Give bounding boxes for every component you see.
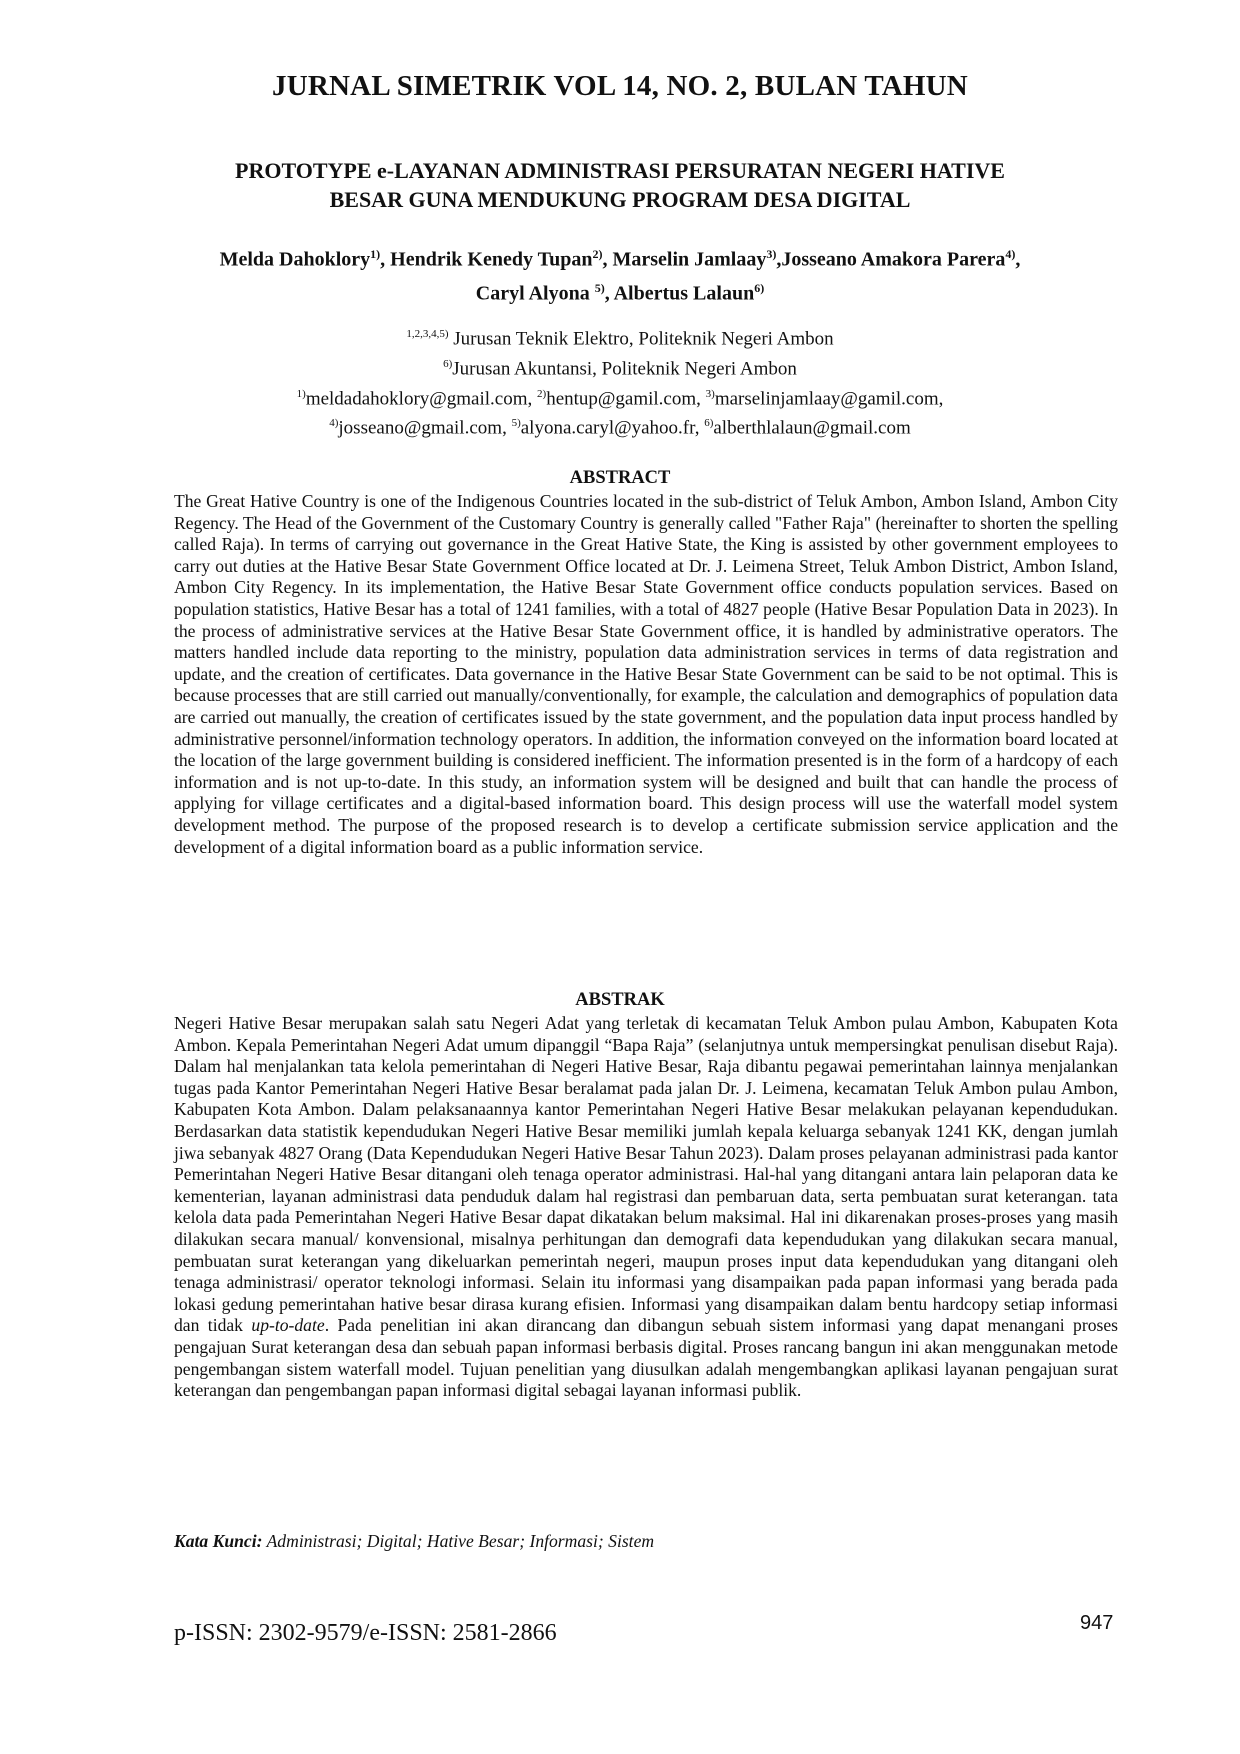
affiliation-1 [150,322,1090,352]
author-sup: 1) [370,247,381,261]
abstract-heading: ABSTRACT [569,468,671,488]
email-separator: , [694,417,705,439]
email-address[interactable]: meldadahoklory@gmail.com [305,387,528,409]
author-sup: 6) [754,280,765,295]
author-line-1 [130,240,1110,274]
author-separator: , [604,282,614,305]
author-name: Albertus Lalaun [613,282,755,305]
email-sup: 2) [537,387,547,400]
affiliation-text: Jurusan Teknik Elektro, Politeknik Negeri Ambon [448,328,834,350]
author-separator: , [776,248,782,271]
email-line-2 [150,411,1090,441]
email-separator: , [527,387,538,409]
journal-header: JURNAL SIMETRIK VOL 14, NO. 2, BULAN TAHUN [272,70,968,102]
footer-issn: p-ISSN: 2302-9579/e-ISSN: 2581-2866 [174,1620,557,1646]
author-separator: , [1015,248,1021,271]
affiliation-2 [150,352,1090,382]
paper-title [150,156,1090,214]
author-sup: 5) [594,280,605,295]
author-separator: , [602,248,613,271]
email-sup: 1) [296,387,306,400]
author-name: Marselin Jamlaay [612,248,767,271]
affiliation-sup: 6) [443,357,453,370]
abstrak-paragraph [174,1013,1118,1402]
author-separator: , [380,248,391,271]
email-sup: 6) [704,417,714,430]
author-line-2 [130,274,1110,308]
abstrak-text-part-2: . Pada penelitian ini akan dirancang dan dibangun sebuah sistem informasi yang dapat menangani proses pengajuan Surat keterangan desa dan sebuah papan informasi berbasis digital. Proses rancang bangun ini akan menggunakan metode pengembangan sistem waterfall model. Tujuan penelitian yang diusulkan adalah mengembangkan aplikasi layanan pengajuan surat keterangan dan pengembangan papan informasi digital sebagai layanan informasi publik. [174,1315,1118,1401]
abstrak-heading: ABSTRAK [575,990,665,1010]
abstrak-body [174,1013,1118,1402]
affiliations [150,322,1090,441]
email-separator: , [696,387,706,409]
abstract-paragraph: The Great Hative Country is one of the Indigenous Countries located in the sub-district of Teluk Ambon, Ambon Island, Ambon City Regency. The Head of the Government of the Customary Country is generally called "Father Raja" (hereinafter to shorten the spelling called Raja). In terms of carrying out governance in the Great Hative State, the King is assisted by other government employees to carry out duties at the Hative Besar State Government Office located at Dr. J. Leimena Street, Teluk Ambon District, Ambon Island, Ambon City Regency. In its implementation, the Hative Besar State Government office conducts population services. Based on population statistics, Hative Besar has a total of 1241 families, with a total of 4827 people (Hative Besar Population Data in 2023). In the process of administrative services at the Hative Besar State Government office, it is handled by administrative operators. The matters handled include data reporting to the ministry, population data administration services in terms of data registration and update, and the creation of certificates. Data governance in the Hative Besar State Government can be said to be not optimal. This is because processes that are still carried out manually/conventionally, for example, the calculation and demographics of population data are carried out manually, the creation of certificates issued by the state government, and the population data input process handled by administrative personnel/information technology operators. In addition, the information conveyed on the information board located at the location of the large government building is considered inefficient. The information presented is in the form of a hardcopy of each information and is not up-to-date. In this study, an information system will be designed and built that can handle the process of applying for village certificates and a digital-based information board. This design process will use the waterfall model system development method. The purpose of the proposed research is to develop a certificate submission service application and the development of a digital information board as a public information service. [174,491,1118,857]
email-sup: 4) [329,417,339,430]
abstrak-italic-term: up-to-date [251,1315,325,1336]
author-sup: 3) [766,247,777,261]
author-sup: 4) [1005,247,1016,261]
title-line-1: PROTOTYPE e-LAYANAN ADMINISTRASI PERSURATAN NEGERI HATIVE [235,158,1005,183]
keywords-values: Administrasi; Digital; Hative Besar; Informasi; Sistem [262,1531,655,1551]
keywords [174,1531,1118,1552]
keywords-label: Kata Kunci: [174,1531,263,1551]
email-line-1 [150,382,1090,412]
author-list [130,240,1110,307]
email-separator: , [938,387,944,409]
email-address[interactable]: marselinjamlaay@gamil.com [714,387,939,409]
title-line-2: BESAR GUNA MENDUKUNG PROGRAM DESA DIGITAL [329,187,911,212]
email-address[interactable]: hentup@gamil.com [546,387,697,409]
author-name: Hendrik Kenedy Tupan [390,248,593,271]
abstrak-text-part-1: Negeri Hative Besar merupakan salah satu Negeri Adat yang terletak di kecamatan Teluk Ambon pulau Ambon, Kabupaten Kota Ambon. Kepala Pemerintahan Negeri Adat umum dipanggil “Bapa Raja” (selanjutnya untuk mempersingkat penulisan disebut Raja). Dalam hal menjalankan tata kelola pemerintahan di Negeri Hative Besar, Raja dibantu pegawai pemerintahan lainnya menjalankan tugas pada Kantor Pemerintahan Negeri Hative Besar beralamat pada jalan Dr. J. Leimena, kecamatan Teluk Ambon pulau Ambon, Kabupaten Kota Ambon. Dalam pelaksanaannya kantor Pemerintahan Negeri Hative Besar melakukan pelayanan kependudukan. Berdasarkan data statistik kependudukan Negeri Hative Besar memiliki jumlah kepala keluarga sebanyak 1241 KK, dengan jumlah jiwa sebanyak 4827 Orang (Data Kependudukan Negeri Hative Besar Tahun 2023). Dalam proses pelayanan administrasi pada kantor Pemerintahan Negeri Hative Besar ditangani oleh tenaga operator administrasi. Hal-hal yang ditangani antara lain pelaporan data ke kementerian, layanan administrasi data penduduk dalam hal registrasi dan pembaruan data, serta pembuatan surat keterangan. tata kelola data pada Pemerintahan Negeri Hative Besar dapat dikatakan belum maksimal. Hal ini dikarenakan proses-proses yang masih dilakukan secara manual/ konvensional, misalnya perhitungan dan demografi data kependudukan yang dilakukan secara manual, pembuatan surat keterangan yang dikeluarkan pemerintah negeri, maupun proses input data kependudukan yang ditangani oleh tenaga administrasi/ operator teknologi informasi. Selain itu informasi yang disampaikan pada papan informasi yang berada pada lokasi gedung pemerintahan hative besar dirasa kurang efisien. Informasi yang disampaikan dalam bentu hardcopy setiap informasi dan tidak [174,1013,1118,1336]
author-name: Josseano Amakora Parera [781,248,1006,271]
affiliation-sup: 1,2,3,4,5) [406,328,449,340]
author-sup: 2) [592,247,603,261]
affiliation-text: Jurusan Akuntansi, Politeknik Negeri Ambon [452,358,797,380]
email-sup: 3) [705,387,715,400]
email-address[interactable]: alberthlalaun@gmail.com [713,417,911,439]
abstract-body [174,491,1118,858]
author-name: Caryl Alyona [475,282,595,305]
page-number: 947 [1080,1612,1114,1634]
email-sup: 5) [511,417,521,430]
email-address[interactable]: alyona.caryl@yahoo.fr [520,417,695,439]
author-name: Melda Dahoklory [219,248,371,271]
email-separator: , [502,417,512,439]
email-address[interactable]: josseano@gmail.com [338,417,503,439]
